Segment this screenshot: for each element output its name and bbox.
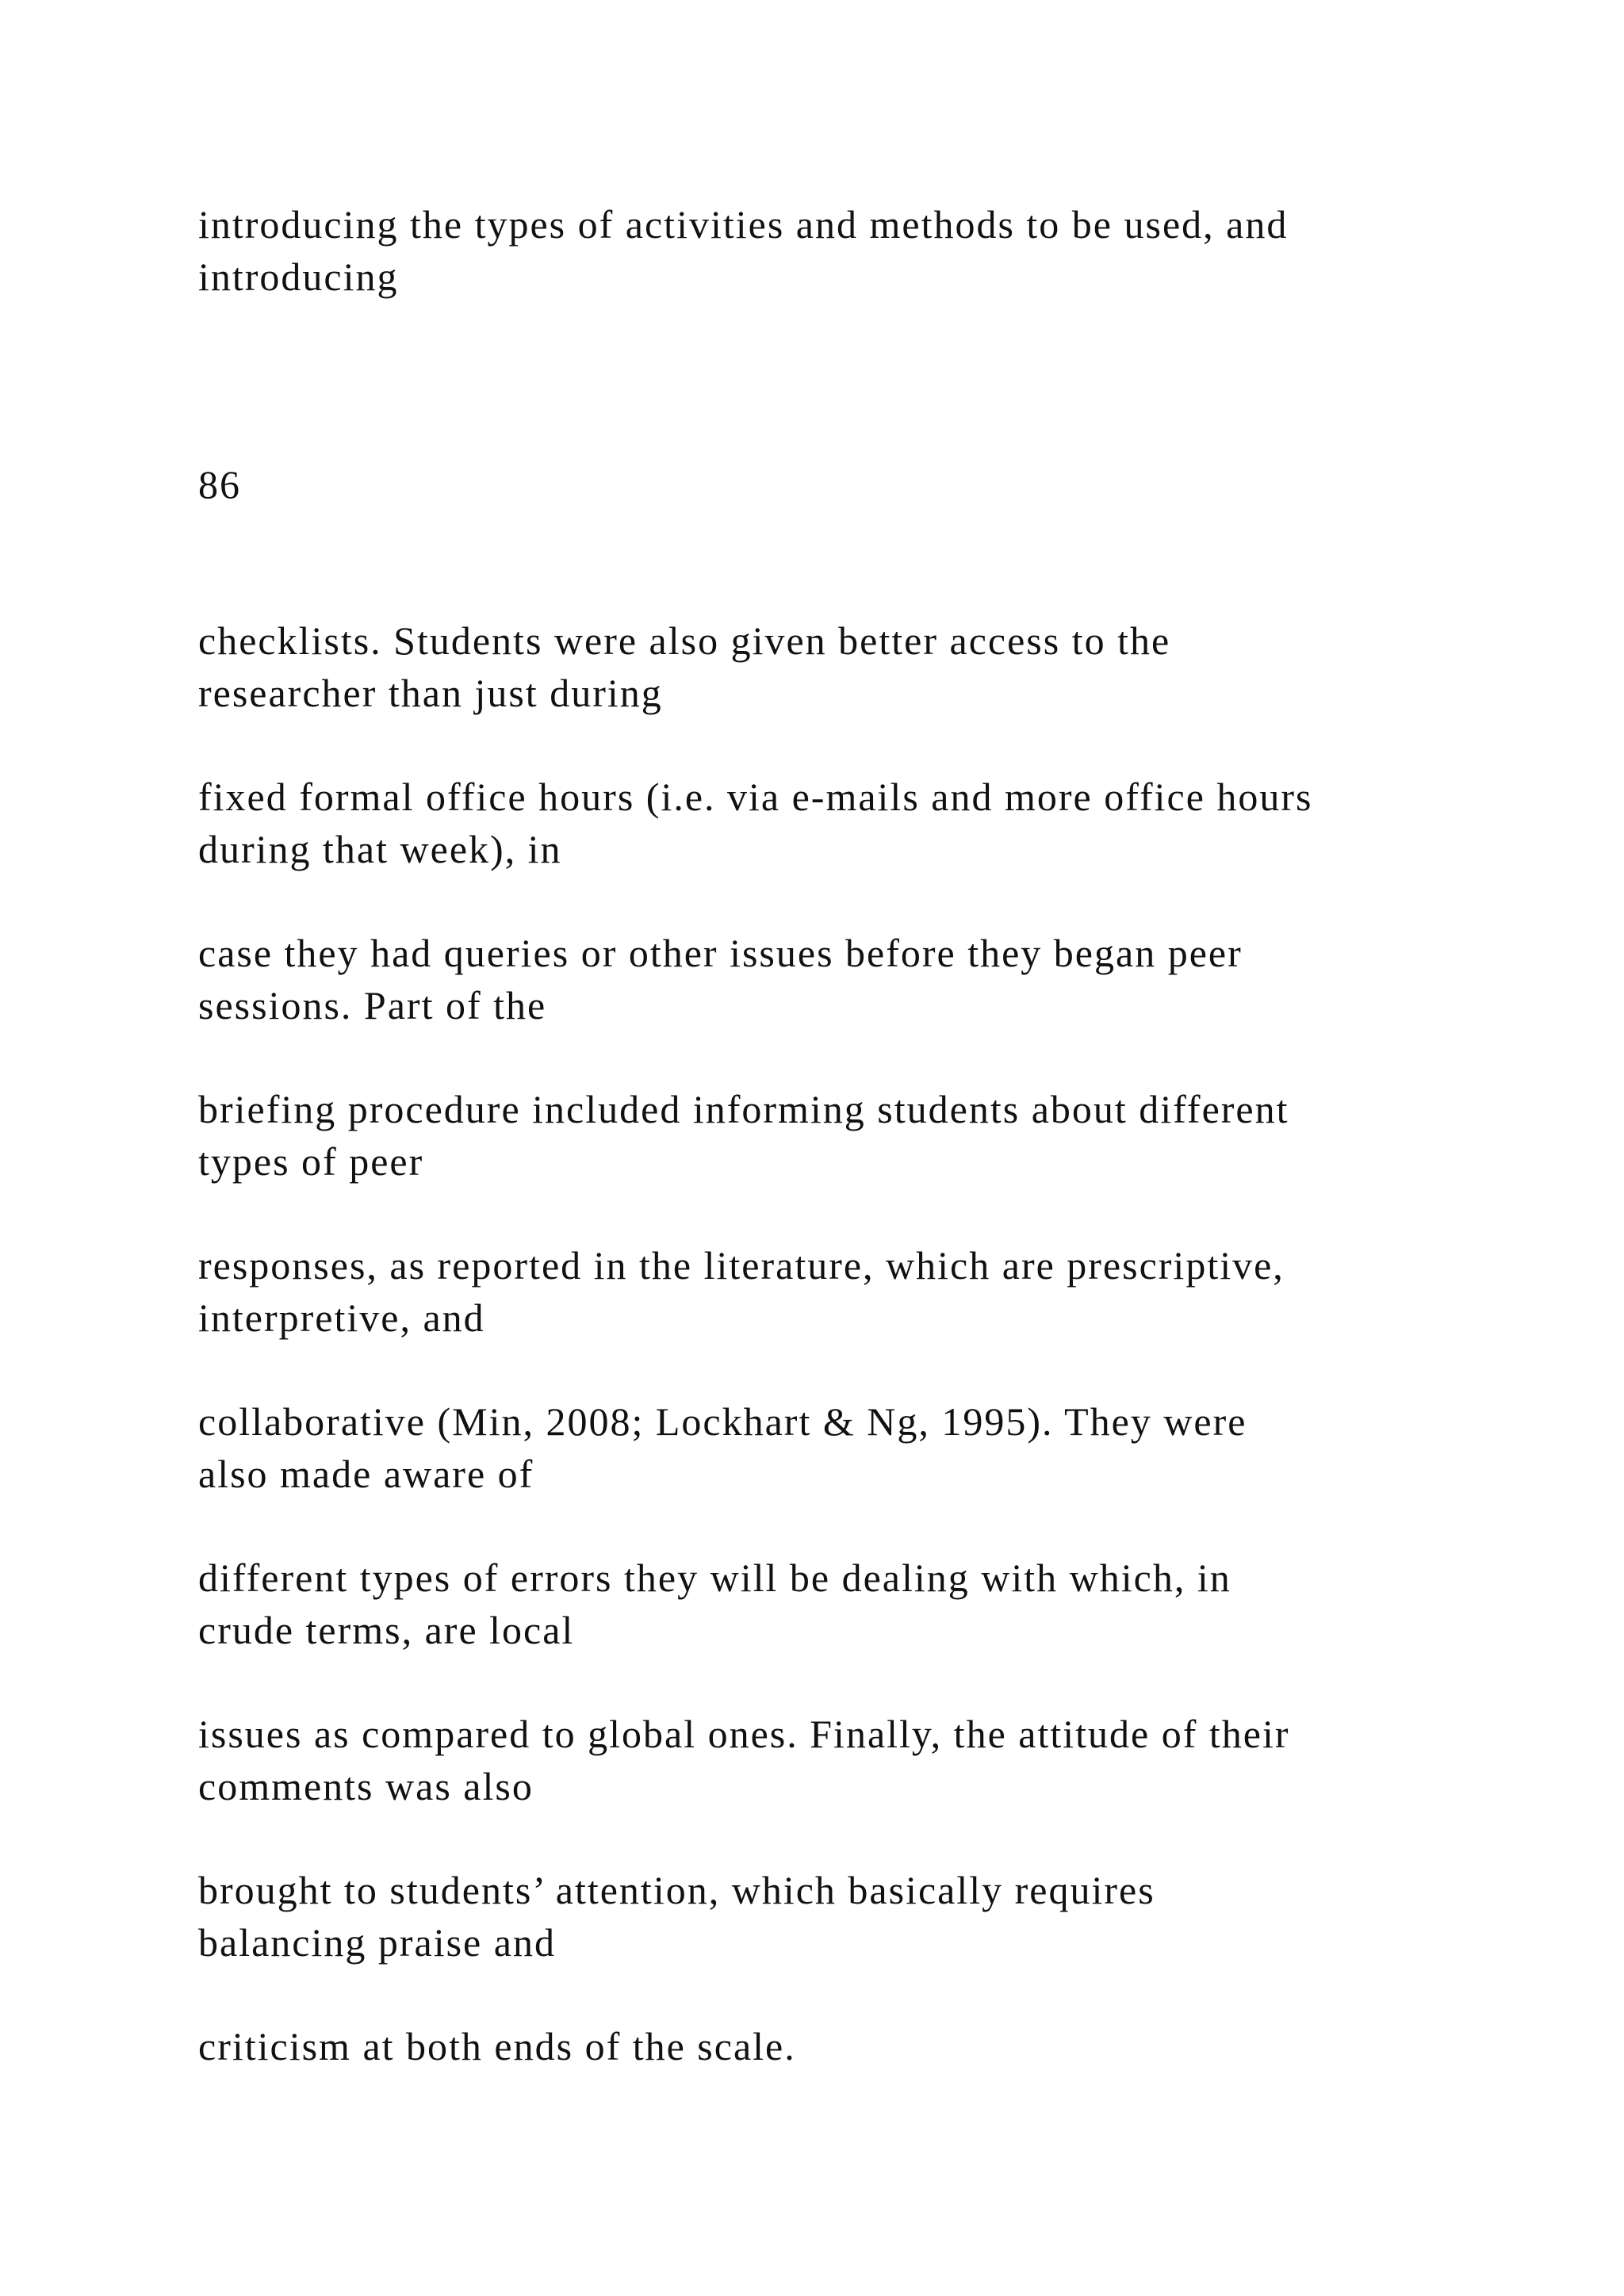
- text-line: different types of errors they will be dealing with which, in: [198, 1556, 1231, 1600]
- text-line: researcher than just during: [198, 671, 663, 715]
- text-line: sessions. Part of the: [198, 983, 547, 1027]
- text-line: balancing praise and: [198, 1920, 556, 1965]
- text-line: collaborative (Min, 2008; Lockhart & Ng, 1995). They were: [198, 1399, 1247, 1444]
- text-line: introducing the types of activities and methods to be used, and: [198, 202, 1289, 247]
- text-line: criticism at both ends of the scale.: [198, 2024, 796, 2068]
- text-line: checklists. Students were also given better access to the: [198, 618, 1171, 663]
- text-line: interpretive, and: [198, 1295, 485, 1340]
- text-line: briefing procedure included informing students about different: [198, 1087, 1289, 1131]
- text-line: brought to students’ attention, which basically requires: [198, 1868, 1155, 1912]
- text-line: introducing: [198, 254, 399, 299]
- text-line: also made aware of: [198, 1452, 534, 1496]
- text-line: fixed formal office hours (i.e. via e-mails and more office hours: [198, 775, 1313, 819]
- text-line: comments was also: [198, 1764, 534, 1808]
- text-line: responses, as reported in the literature, which are prescriptive,: [198, 1243, 1285, 1288]
- page-number: 86: [198, 462, 241, 507]
- text-line: during that week), in: [198, 827, 562, 871]
- text-line: crude terms, are local: [198, 1608, 575, 1652]
- text-line: case they had queries or other issues before they began peer: [198, 931, 1243, 975]
- text-line: types of peer: [198, 1139, 424, 1184]
- text-line: issues as compared to global ones. Finally, the attitude of their: [198, 1712, 1290, 1756]
